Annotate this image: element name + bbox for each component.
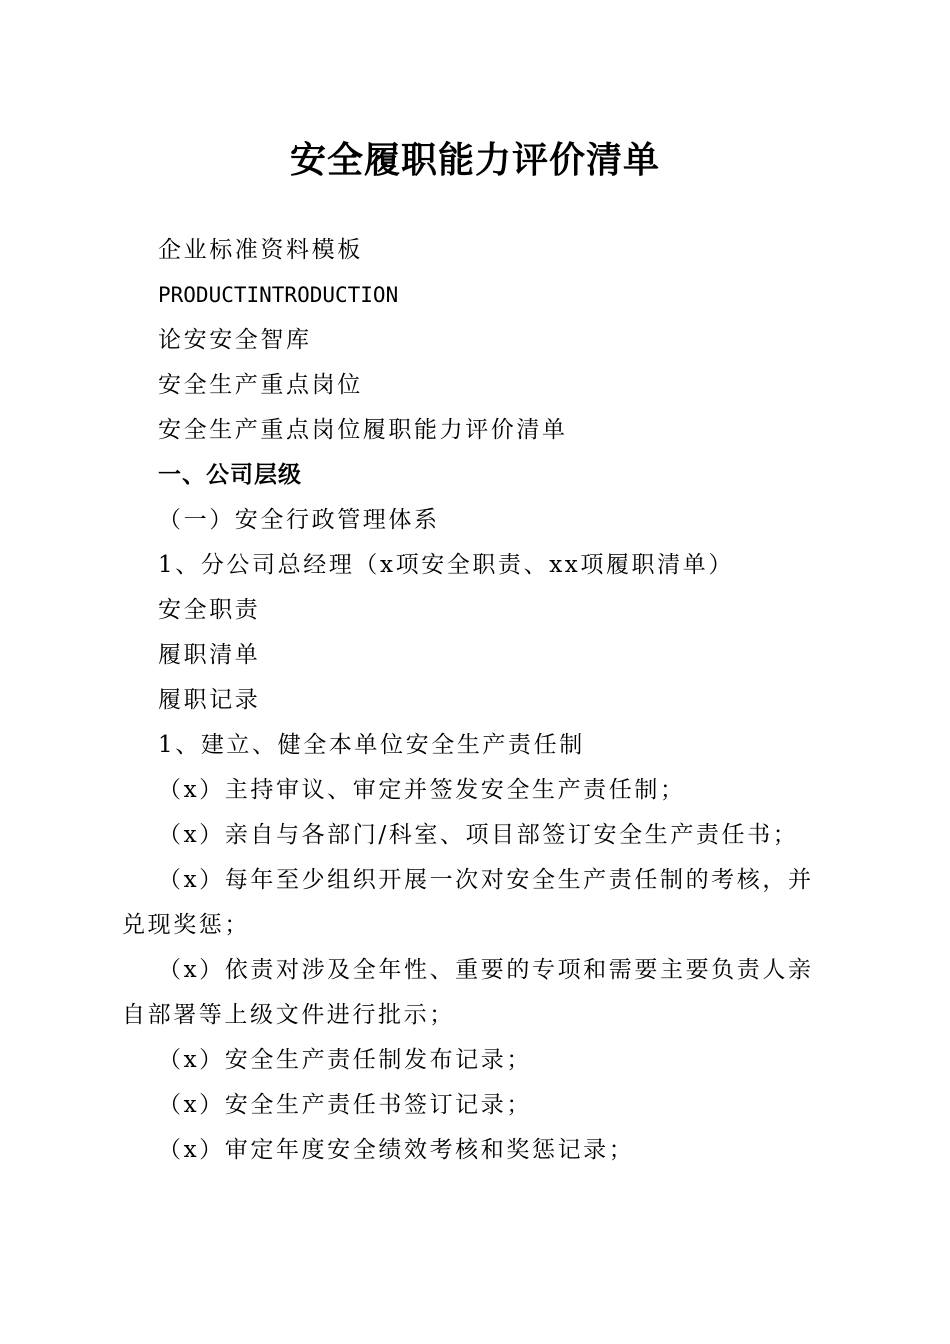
record-list-item: （x）安全生产责任制发布记录；: [158, 1047, 532, 1073]
record-list-item: （x）安全生产责任书签订记录；: [158, 1092, 532, 1118]
column-label-duty-records: 履职记录: [158, 687, 261, 713]
template-label: 企业标准资料模板: [158, 237, 363, 263]
duty-list-item: （x）每年至少组织开展一次对安全生产责任制的考核，并兑现奖惩；: [122, 867, 814, 938]
position-heading-general-manager: 1、分公司总经理（x项安全职责、xx项履职清单）: [158, 552, 734, 578]
product-introduction-label: PRODUCTINTRODUCTION: [158, 283, 399, 307]
document-body: [122, 228, 832, 1173]
section-heading-company-level: 一、公司层级: [158, 462, 302, 488]
duty-list-item: （x）亲自与各部门/科室、项目部签订安全生产责任书；: [158, 822, 799, 848]
duty-list-item: （x）主持审议、审定并签发安全生产责任制；: [158, 777, 686, 803]
duty-list-item: （x）依责对涉及全年性、重要的专项和需要主要负责人亲自部署等上级文件进行批示；: [122, 957, 814, 1028]
document-title: 安全履职能力评价清单: [289, 139, 660, 181]
subject-label: 安全生产重点岗位: [158, 372, 363, 398]
column-label-duty-list: 履职清单: [158, 642, 261, 668]
source-label: 论安安全智库: [158, 327, 312, 353]
duty-item-heading: 1、建立、健全本单位安全生产责任制: [158, 732, 585, 758]
column-label-safety-duties: 安全职责: [158, 597, 261, 623]
document-subtitle: 安全生产重点岗位履职能力评价清单: [158, 417, 568, 443]
subsection-heading-admin-system: （一）安全行政管理体系: [158, 507, 440, 533]
record-list-item: （x）审定年度安全绩效考核和奖惩记录；: [158, 1137, 635, 1163]
